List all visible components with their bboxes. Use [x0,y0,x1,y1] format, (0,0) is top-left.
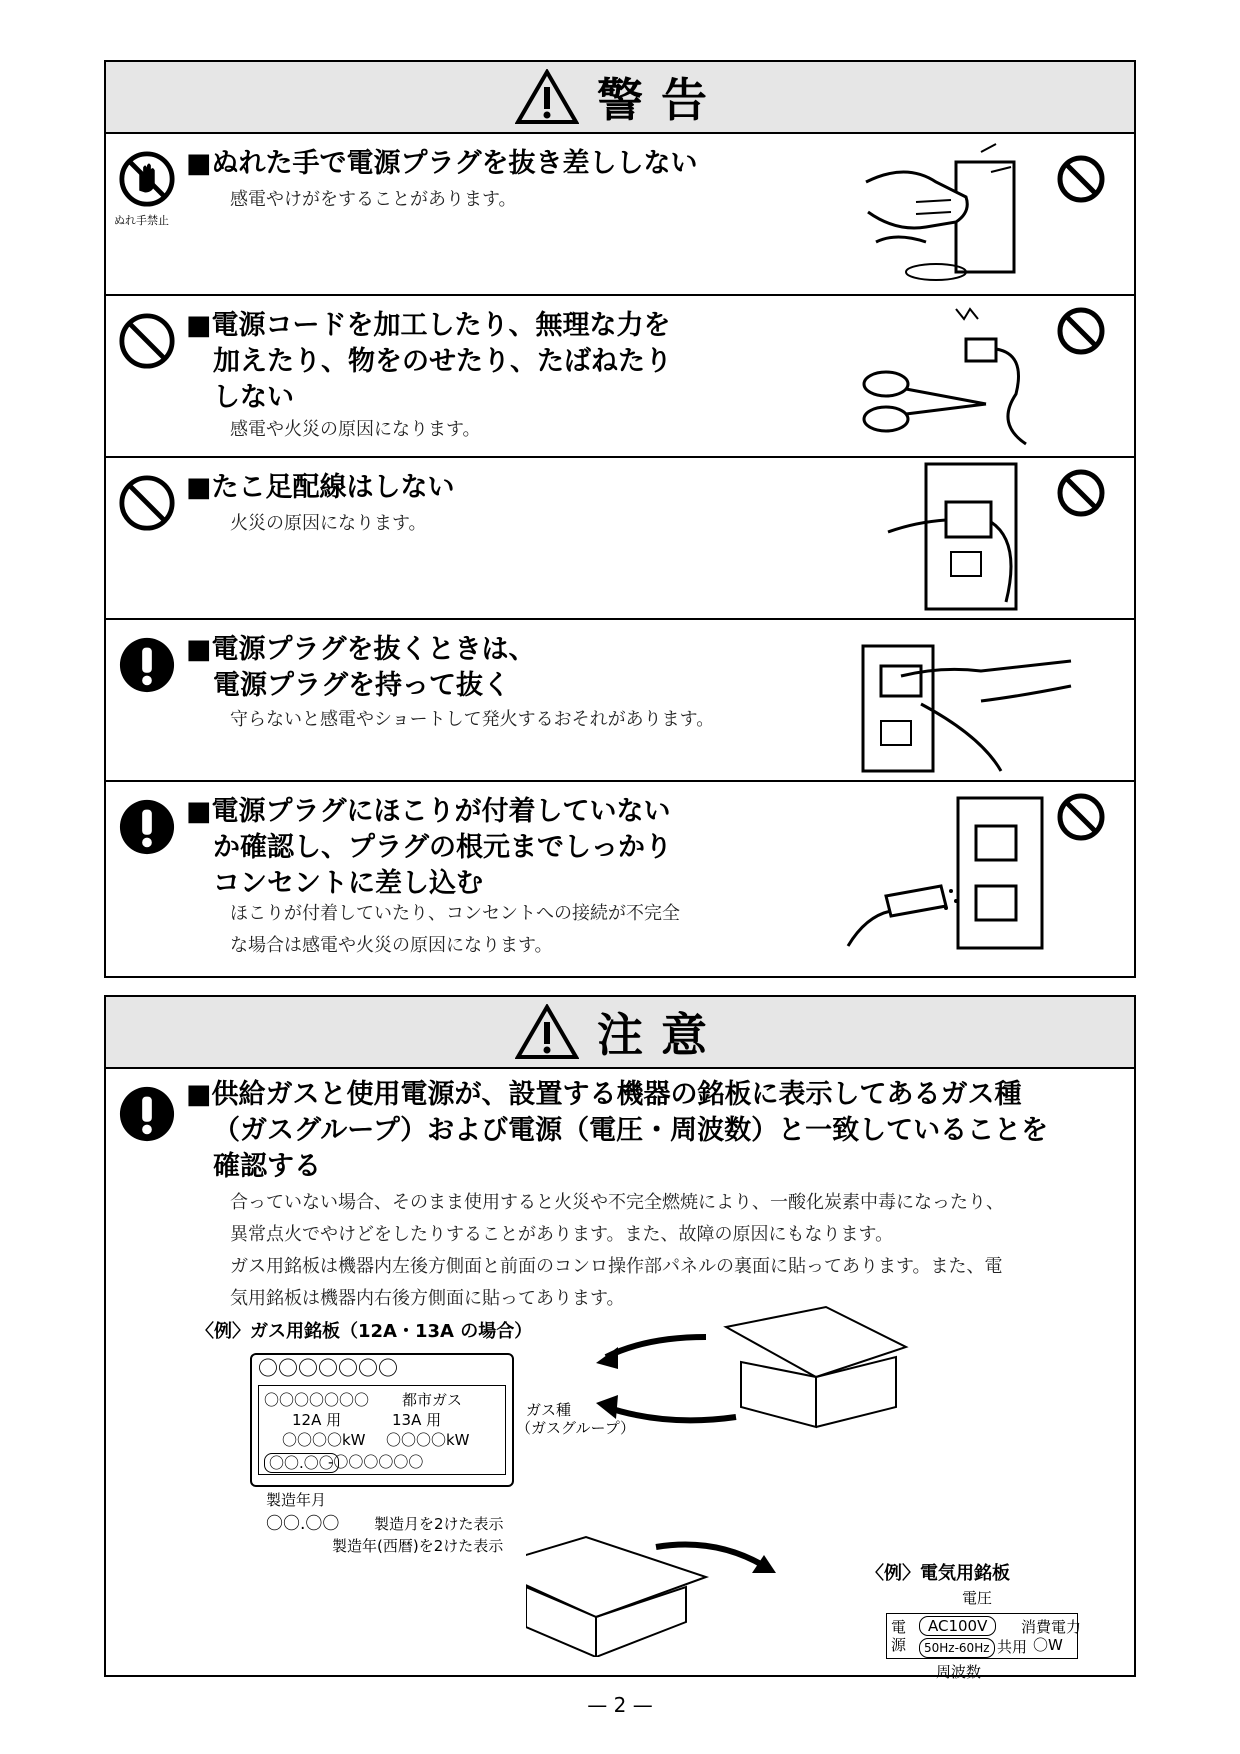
caution-title: 注意 [597,1008,725,1062]
mfg-month-note: 製造月を2けた表示 [374,1515,504,1533]
warning-description: ほこりが付着していたり、コンセントへの接続が不完全 な場合は感電や火災の原因になります。 [230,903,680,956]
warning-description: 火災の原因になります。 [230,513,427,534]
gas-type-label: ガス種 [526,1401,572,1419]
gas-plate-title: 〈例〉ガス用銘板（12A・13A の場合） [196,1321,533,1342]
mandatory-action-icon [118,1085,176,1143]
prohibited-icon [118,312,176,370]
warning-description: 感電やけがをすることがあります。 [230,189,517,210]
warning-triangle-icon [515,1004,579,1060]
warning-heading: ■たこ足配線はしない [186,472,455,503]
warning-description: 守らないと感電やショートして発火するおそれがあります。 [230,709,715,730]
warning-item [106,458,1134,620]
gas-plate: 〇〇〇〇〇〇〇 〇〇〇〇〇〇〇 都市ガス 12A 用 13A 用 〇〇〇〇kW 〇〇〇〇kW 〇〇.〇〇 -〇〇〇〇〇〇 [250,1353,514,1487]
warning-heading: ■電源プラグを抜くときは、 電源プラグを持って抜く [186,634,536,701]
mfg-year-note: 製造年(西暦)を2けた表示 [332,1537,504,1555]
prohibited-icon [1056,306,1106,356]
warning-title: 警告 [597,73,725,127]
octopus-wiring-illustration [886,462,1026,612]
warning-item [106,296,1134,458]
prohibited-icon [1056,154,1106,204]
elec-plate-title: 〈例〉電気用銘板 [866,1563,1010,1584]
gas-group-label: （ガスグループ） [516,1419,635,1437]
page-number: — 2 — [587,1693,653,1717]
prohibited-icon [1056,468,1106,518]
warning-triangle-icon [515,69,579,125]
wet-hand-label: ぬれ手禁止 [114,214,169,227]
caution-heading: ■供給ガスと使用電源が、設置する機器の銘板に表示してあるガス種 （ガスグループ）および電源（電圧・周波数）と一致していることを 確認する [186,1079,1049,1182]
frequency-label: 周波数 [936,1663,982,1681]
warning-header [106,62,1134,134]
warning-heading: ■ぬれた手で電源プラグを抜き差ししない [186,148,698,179]
mfg-date-code: 〇〇.〇〇 [266,1514,340,1534]
warning-description: 感電や火災の原因になります。 [230,419,481,440]
wet-hand-prohibited-icon [118,150,176,208]
voltage-label: 電圧 [962,1589,993,1607]
caution-description: 合っていない場合、そのまま使用すると火災や不完全燃焼により、一酸化炭素中毒になったり、 異常点火でやけどをしたりすることがあります。また、故障の原因にもなります。 ガス用銘板は機器内左後方側面と前面のコンロ操作部パネルの裏面に貼ってあります。また、電 気用銘板は機器内右後方側面に貼ってあります。 [230,1192,1004,1309]
warning-item [106,782,1134,976]
caution-header [106,997,1134,1069]
warning-heading: ■電源コードを加工したり、無理な力を 加えたり、物をのせたり、たばねたり しない [186,310,672,413]
dusty-plug-illustration [846,796,1046,956]
warning-heading: ■電源プラグにほこりが付着していない か確認し、プラグの根元までしっかり コンセントに差し込む [186,796,672,899]
prohibited-icon [118,474,176,532]
caution-panel [104,995,1136,1681]
scissors-cord-illustration [846,304,1036,454]
warning-panel [104,60,1136,978]
mandatory-action-icon [118,798,176,856]
mandatory-action-icon [118,636,176,694]
warning-item [106,620,1134,782]
warning-item [106,134,1134,296]
unplug-by-plug-illustration [861,626,1081,776]
mfg-date-label: 製造年月 [266,1491,327,1509]
appliance-illustration [526,1277,926,1657]
elec-plate: 電 源 AC100V 50Hz-60Hz 共用 消費電力 〇W [886,1613,1078,1659]
wet-hand-plug-illustration [856,142,1026,292]
prohibited-icon [1056,792,1106,842]
